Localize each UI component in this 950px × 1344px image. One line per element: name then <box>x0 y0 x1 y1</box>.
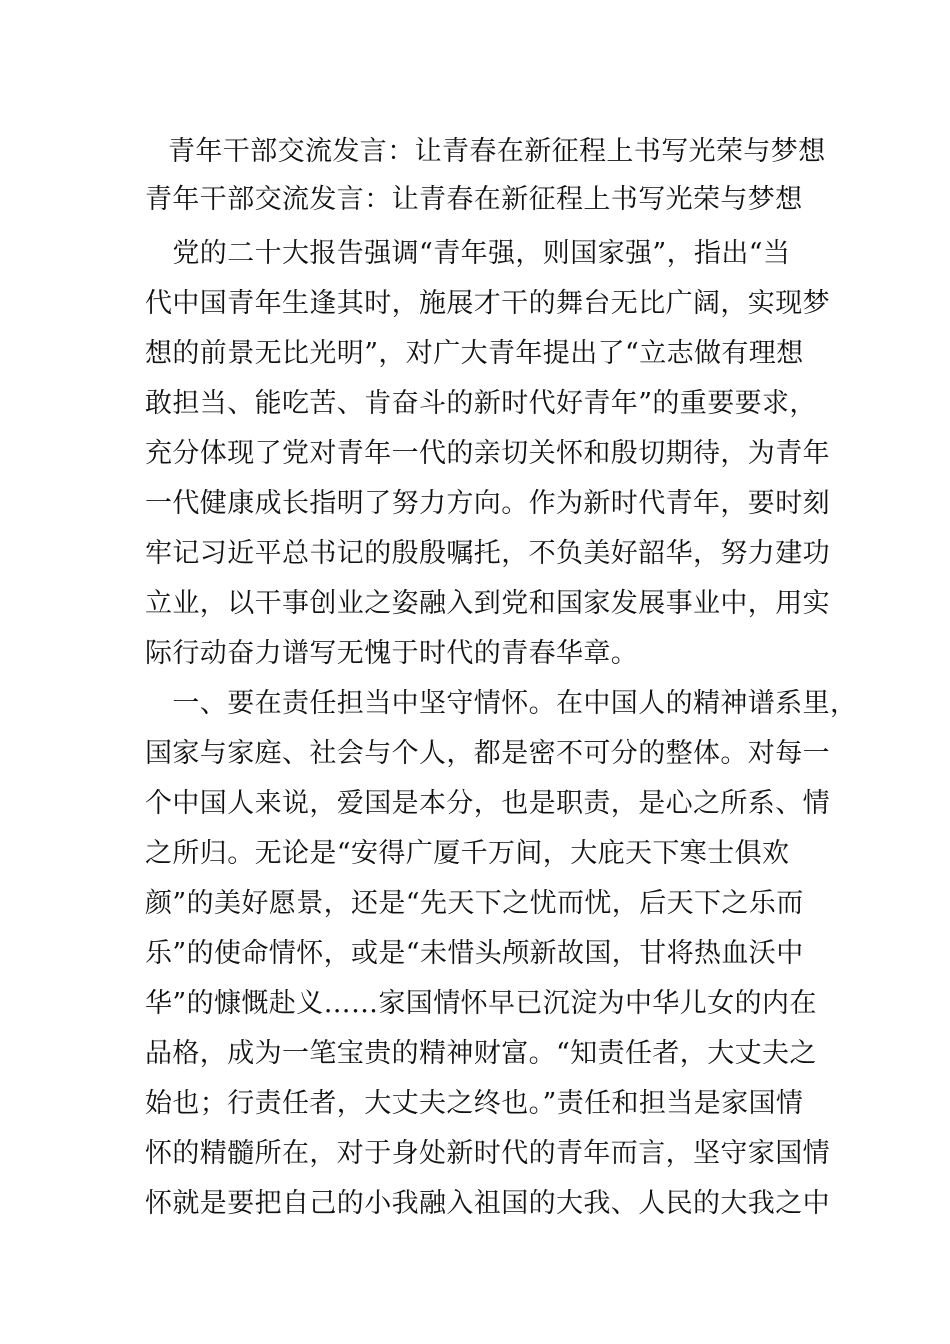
document-title-repeat: 青年干部交流发言：让青春在新征程上书写光荣与梦想 <box>145 184 803 215</box>
paragraph-1-line: 充分体现了党对青年一代的亲切关怀和殷切期待，为青年 <box>145 438 830 469</box>
paragraph-1-line: 代中国青年生逢其时，施展才干的舞台无比广阔，实现梦 <box>145 288 830 319</box>
paragraph-2-line: 始也；行责任者，大丈夫之终也。”责任和担当是家国情 <box>145 1088 804 1119</box>
paragraph-2-line: 颜”的美好愿景，还是“先天下之忧而忧，后天下之乐而 <box>145 888 804 919</box>
paragraph-2-line: 华”的慷慨赴义……家国情怀早已沉淀为中华儿女的内在 <box>145 988 817 1019</box>
paragraph-1-line: 敢担当、能吃苦、肯奋斗的新时代好青年”的重要要求， <box>145 388 817 419</box>
paragraph-2-line: 怀就是要把自己的小我融入祖国的大我、人民的大我之中 <box>145 1188 830 1219</box>
paragraph-2-line: 个中国人来说，爱国是本分，也是职责，是心之所系、情 <box>145 788 830 819</box>
paragraph-1-line: 想的前景无比光明”，对广大青年提出了“立志做有理想 <box>145 338 804 369</box>
paragraph-2-line: 品格，成为一笔宝贵的精神财富。“知责任者，大丈夫之 <box>145 1038 817 1069</box>
paragraph-1-line: 立业，以干事创业之姿融入到党和国家发展事业中，用实 <box>145 588 830 619</box>
paragraph-1-line: 党的二十大报告强调“青年强，则国家强”，指出“当 <box>145 238 791 269</box>
paragraph-2-line: 乐”的使命情怀，或是“未惜头颅新故国，甘将热血沃中 <box>145 938 804 969</box>
paragraph-2-line: 一、要在责任担当中坚守情怀。在中国人的精神谱系里， <box>145 688 858 719</box>
paragraph-2-line: 之所归。无论是“安得广厦千万间，大庇天下寒士俱欢 <box>145 838 790 869</box>
paragraph-1-line: 牢记习近平总书记的殷殷嘱托，不负美好韶华，努力建功 <box>145 538 830 569</box>
document-title: 青年干部交流发言：让青春在新征程上书写光荣与梦想 <box>168 136 826 167</box>
paragraph-1-line: 一代健康成长指明了努力方向。作为新时代青年，要时刻 <box>145 488 830 519</box>
paragraph-2-line: 国家与家庭、社会与个人，都是密不可分的整体。对每一 <box>145 738 830 769</box>
paragraph-1-line: 际行动奋力谱写无愧于时代的青春华章。 <box>145 638 639 669</box>
paragraph-2-line: 怀的精髓所在，对于身处新时代的青年而言，坚守家国情 <box>145 1138 830 1169</box>
